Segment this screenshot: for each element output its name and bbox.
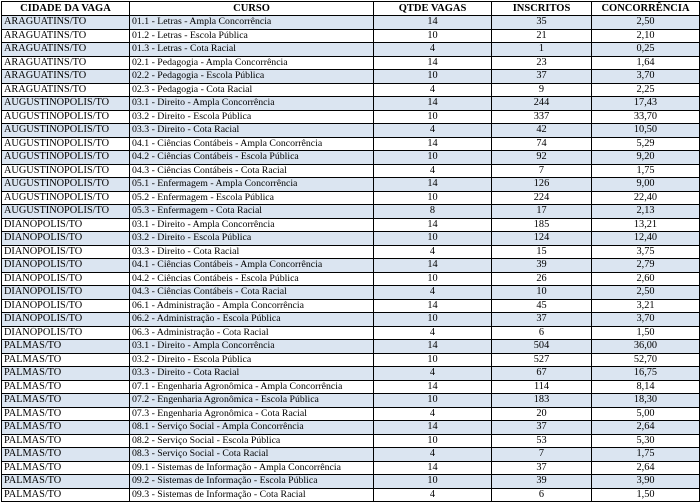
cell-city: PALMAS/TO [2,340,130,354]
cell-course: 02.3 - Pedagogia - Cota Racial [130,83,374,97]
cell-vagas: 14 [374,16,492,30]
cell-course: 03.3 - Direito - Cota Racial [130,367,374,381]
cell-course: 03.1 - Direito - Ampla Concorrência [130,340,374,354]
cell-city: ARAGUATINS/TO [2,29,130,43]
cell-course: 04.1 - Ciências Contábeis - Ampla Concorrência [130,259,374,273]
cell-vagas: 14 [374,259,492,273]
cell-inscritos: 126 [492,178,592,192]
cell-inscritos: 1 [492,43,592,57]
cell-course: 07.1 - Engenharia Agronômica - Ampla Concorrência [130,380,374,394]
cell-inscritos: 17 [492,205,592,219]
cell-course: 07.2 - Engenharia Agronômica - Escola Pública [130,394,374,408]
table-row [2,461,700,475]
table-row [2,245,700,259]
cell-concorrencia: 16,75 [592,367,700,381]
cell-course: 02.1 - Pedagogia - Ampla Concorrência [130,56,374,70]
cell-concorrencia: 33,70 [592,110,700,124]
cell-inscritos: 21 [492,29,592,43]
table-row [2,16,700,30]
cell-vagas: 4 [374,164,492,178]
cell-city: AUGUSTINÓPOLIS/TO [2,151,130,165]
cell-course: 03.2 - Direito - Escola Pública [130,353,374,367]
cell-inscritos: 504 [492,340,592,354]
cell-city: PALMAS/TO [2,380,130,394]
cell-vagas: 10 [374,353,492,367]
cell-inscritos: 92 [492,151,592,165]
cell-course: 04.3 - Ciências Contábeis - Cota Racial [130,164,374,178]
table-row [2,380,700,394]
cell-city: ARAGUATINS/TO [2,70,130,84]
cell-vagas: 10 [374,29,492,43]
cell-city: PALMAS/TO [2,353,130,367]
cell-inscritos: 23 [492,56,592,70]
cell-concorrencia: 18,30 [592,394,700,408]
cell-concorrencia: 2,64 [592,421,700,435]
cell-course: 09.3 - Sistemas de Informação - Cota Racial [130,488,374,502]
cell-inscritos: 37 [492,70,592,84]
table-row [2,367,700,381]
cell-concorrencia: 1,50 [592,326,700,340]
cell-concorrencia: 12,40 [592,232,700,246]
cell-city: PALMAS/TO [2,461,130,475]
table-header-row [2,2,700,16]
table-row [2,299,700,313]
cell-inscritos: 26 [492,272,592,286]
cell-concorrencia: 10,50 [592,124,700,138]
cell-city: AUGUSTINÓPOLIS/TO [2,137,130,151]
table-row [2,488,700,502]
cell-concorrencia: 3,70 [592,70,700,84]
table-row [2,448,700,462]
cell-course: 06.1 - Administração - Ampla Concorrência [130,299,374,313]
cell-concorrencia: 2,64 [592,461,700,475]
cell-inscritos: 37 [492,461,592,475]
cell-course: 08.1 - Serviço Social - Ampla Concorrência [130,421,374,435]
cell-concorrencia: 5,30 [592,434,700,448]
cell-city: ARAGUATINS/TO [2,83,130,97]
cell-city: ARAGUATINS/TO [2,56,130,70]
cell-city: PALMAS/TO [2,448,130,462]
cell-course: 02.2 - Pedagogia - Escola Pública [130,70,374,84]
cell-concorrencia: 2,60 [592,272,700,286]
cell-vagas: 14 [374,137,492,151]
cell-concorrencia: 1,50 [592,488,700,502]
header-inscritos: INSCRITOS [492,2,592,16]
cell-concorrencia: 1,75 [592,448,700,462]
table-row [2,137,700,151]
cell-inscritos: 20 [492,407,592,421]
cell-course: 08.2 - Serviço Social - Escola Pública [130,434,374,448]
cell-inscritos: 6 [492,326,592,340]
cell-inscritos: 183 [492,394,592,408]
cell-city: PALMAS/TO [2,434,130,448]
cell-city: DIANÓPOLIS/TO [2,218,130,232]
cell-vagas: 4 [374,286,492,300]
cell-vagas: 10 [374,475,492,489]
cell-concorrencia: 3,90 [592,475,700,489]
table-row [2,475,700,489]
cell-city: DIANÓPOLIS/TO [2,232,130,246]
cell-course: 04.1 - Ciências Contábeis - Ampla Concorrência [130,137,374,151]
cell-concorrencia: 0,25 [592,43,700,57]
cell-city: DIANÓPOLIS/TO [2,272,130,286]
cell-vagas: 4 [374,326,492,340]
cell-vagas: 10 [374,272,492,286]
cell-vagas: 10 [374,70,492,84]
cell-inscritos: 7 [492,164,592,178]
table-row [2,110,700,124]
cell-city: PALMAS/TO [2,367,130,381]
cell-concorrencia: 13,21 [592,218,700,232]
header-city: CIDADE DA VAGA [2,2,130,16]
cell-course: 01.2 - Letras - Escola Pública [130,29,374,43]
enrollment-table [1,1,700,502]
table-row [2,286,700,300]
header-course: CURSO [130,2,374,16]
table-row [2,407,700,421]
cell-vagas: 10 [374,394,492,408]
cell-city: AUGUSTINÓPOLIS/TO [2,124,130,138]
cell-concorrencia: 2,50 [592,286,700,300]
table-row [2,421,700,435]
cell-inscritos: 42 [492,124,592,138]
table-row [2,56,700,70]
header-concorrencia: CONCORRÊNCIA [592,2,700,16]
cell-vagas: 4 [374,124,492,138]
cell-inscritos: 244 [492,97,592,111]
cell-concorrencia: 9,00 [592,178,700,192]
cell-inscritos: 39 [492,475,592,489]
cell-inscritos: 67 [492,367,592,381]
cell-course: 03.3 - Direito - Cota Racial [130,245,374,259]
table-row [2,394,700,408]
cell-course: 05.2 - Enfermagem - Escola Pública [130,191,374,205]
table-row [2,232,700,246]
cell-city: AUGUSTINÓPOLIS/TO [2,191,130,205]
cell-course: 07.3 - Engenharia Agronômica - Cota Racial [130,407,374,421]
table-row [2,259,700,273]
cell-vagas: 14 [374,380,492,394]
table-row [2,353,700,367]
cell-vagas: 14 [374,340,492,354]
cell-vagas: 4 [374,43,492,57]
cell-inscritos: 37 [492,313,592,327]
cell-concorrencia: 1,64 [592,56,700,70]
cell-vagas: 4 [374,407,492,421]
cell-inscritos: 114 [492,380,592,394]
cell-inscritos: 185 [492,218,592,232]
cell-inscritos: 53 [492,434,592,448]
cell-inscritos: 45 [492,299,592,313]
cell-concorrencia: 5,00 [592,407,700,421]
cell-city: DIANÓPOLIS/TO [2,259,130,273]
cell-concorrencia: 2,79 [592,259,700,273]
cell-inscritos: 6 [492,488,592,502]
cell-concorrencia: 2,13 [592,205,700,219]
cell-vagas: 4 [374,488,492,502]
table-row [2,83,700,97]
cell-course: 09.2 - Sistemas de Informação - Escola Pública [130,475,374,489]
cell-course: 03.2 - Direito - Escola Pública [130,232,374,246]
table-row [2,151,700,165]
cell-vagas: 14 [374,56,492,70]
cell-course: 01.3 - Letras - Cota Racial [130,43,374,57]
table-row [2,124,700,138]
cell-concorrencia: 8,14 [592,380,700,394]
table-row [2,313,700,327]
table-row [2,178,700,192]
cell-city: DIANÓPOLIS/TO [2,313,130,327]
cell-concorrencia: 3,21 [592,299,700,313]
cell-concorrencia: 2,25 [592,83,700,97]
table-row [2,191,700,205]
cell-inscritos: 224 [492,191,592,205]
cell-course: 03.2 - Direito - Escola Pública [130,110,374,124]
cell-city: DIANÓPOLIS/TO [2,245,130,259]
cell-city: ARAGUATINS/TO [2,43,130,57]
cell-concorrencia: 22,40 [592,191,700,205]
cell-vagas: 10 [374,232,492,246]
table-row [2,205,700,219]
cell-inscritos: 527 [492,353,592,367]
cell-inscritos: 337 [492,110,592,124]
cell-vagas: 14 [374,421,492,435]
header-vagas: QTDE VAGAS [374,2,492,16]
cell-inscritos: 39 [492,259,592,273]
cell-city: DIANÓPOLIS/TO [2,326,130,340]
cell-concorrencia: 17,43 [592,97,700,111]
cell-inscritos: 74 [492,137,592,151]
cell-vagas: 10 [374,313,492,327]
cell-course: 06.3 - Administração - Cota Racial [130,326,374,340]
cell-concorrencia: 36,00 [592,340,700,354]
cell-course: 04.3 - Ciências Contábeis - Cota Racial [130,286,374,300]
cell-inscritos: 124 [492,232,592,246]
cell-city: PALMAS/TO [2,488,130,502]
cell-concorrencia: 3,70 [592,313,700,327]
table-row [2,70,700,84]
cell-vagas: 10 [374,434,492,448]
cell-inscritos: 35 [492,16,592,30]
cell-vagas: 4 [374,83,492,97]
cell-vagas: 14 [374,299,492,313]
cell-vagas: 4 [374,367,492,381]
cell-course: 06.2 - Administração - Escola Pública [130,313,374,327]
cell-city: AUGUSTINÓPOLIS/TO [2,97,130,111]
cell-concorrencia: 3,75 [592,245,700,259]
cell-inscritos: 9 [492,83,592,97]
cell-city: AUGUSTINÓPOLIS/TO [2,164,130,178]
cell-course: 08.3 - Serviço Social - Cota Racial [130,448,374,462]
table-row [2,272,700,286]
cell-vagas: 14 [374,178,492,192]
cell-vagas: 8 [374,205,492,219]
cell-city: AUGUSTINÓPOLIS/TO [2,205,130,219]
cell-concorrencia: 9,20 [592,151,700,165]
cell-inscritos: 15 [492,245,592,259]
cell-city: PALMAS/TO [2,394,130,408]
cell-course: 05.1 - Enfermagem - Ampla Concorrência [130,178,374,192]
cell-inscritos: 7 [492,448,592,462]
cell-city: PALMAS/TO [2,421,130,435]
cell-course: 05.3 - Enfermagem - Cota Racial [130,205,374,219]
cell-vagas: 14 [374,97,492,111]
cell-vagas: 14 [374,218,492,232]
cell-vagas: 10 [374,151,492,165]
table-row [2,340,700,354]
cell-course: 09.1 - Sistemas de Informação - Ampla Concorrência [130,461,374,475]
table-row [2,326,700,340]
table-row [2,97,700,111]
cell-concorrencia: 2,50 [592,16,700,30]
table-row [2,434,700,448]
cell-inscritos: 37 [492,421,592,435]
cell-inscritos: 10 [492,286,592,300]
table-row [2,43,700,57]
cell-concorrencia: 2,10 [592,29,700,43]
cell-course: 04.2 - Ciências Contábeis - Escola Pública [130,151,374,165]
cell-course: 01.1 - Letras - Ampla Concorrência [130,16,374,30]
cell-city: PALMAS/TO [2,475,130,489]
cell-vagas: 10 [374,191,492,205]
cell-course: 04.2 - Ciências Contábeis - Escola Pública [130,272,374,286]
cell-city: DIANÓPOLIS/TO [2,286,130,300]
cell-city: ARAGUATINS/TO [2,16,130,30]
cell-concorrencia: 52,70 [592,353,700,367]
cell-vagas: 4 [374,245,492,259]
table-row [2,218,700,232]
table-row [2,29,700,43]
cell-concorrencia: 5,29 [592,137,700,151]
cell-city: AUGUSTINÓPOLIS/TO [2,110,130,124]
table-row [2,164,700,178]
table-body [2,16,700,502]
cell-city: AUGUSTINÓPOLIS/TO [2,178,130,192]
cell-course: 03.1 - Direito - Ampla Concorrência [130,97,374,111]
cell-vagas: 4 [374,448,492,462]
cell-course: 03.3 - Direito - Cota Racial [130,124,374,138]
cell-city: DIANÓPOLIS/TO [2,299,130,313]
cell-vagas: 10 [374,110,492,124]
cell-course: 03.1 - Direito - Ampla Concorrência [130,218,374,232]
cell-concorrencia: 1,75 [592,164,700,178]
cell-vagas: 14 [374,461,492,475]
cell-city: PALMAS/TO [2,407,130,421]
